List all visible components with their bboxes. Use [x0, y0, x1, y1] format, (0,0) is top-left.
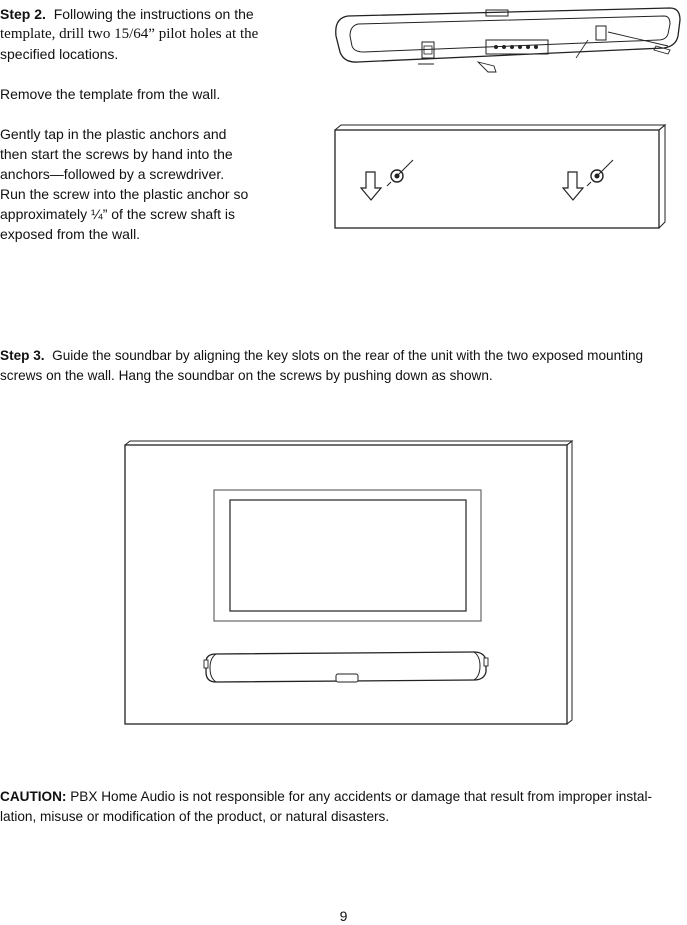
anchor-line-5: approximately ¼” of the screw shaft is	[0, 206, 235, 222]
step2-label: Step 2.	[0, 6, 46, 22]
step2-anchor-instructions	[0, 124, 320, 244]
step3-instructions	[0, 346, 687, 386]
anchor-line-4: Run the screw into the plastic anchor so	[0, 186, 249, 202]
page-number: 9	[339, 908, 348, 924]
step2-line2: template, drill two 15/64” pilot holes at the	[0, 26, 259, 42]
step2-remove-template: Remove the template from the wall.	[0, 86, 221, 102]
caution-line1	[0, 787, 687, 807]
step3-label: Step 3.	[0, 348, 45, 363]
step3-line2: screws on the wall. Hang the soundbar on the screws by pushing down as shown.	[0, 368, 493, 383]
step2-line1	[0, 4, 320, 24]
wall-anchors-illustration	[333, 124, 669, 232]
step3-text1: Guide the soundbar by aligning the key slots on the rear of the unit with the two exposed mounting	[52, 348, 644, 363]
step2-instructions	[0, 4, 320, 64]
step2-line3: specified locations.	[0, 46, 119, 62]
step2-text1: Following the instructions on the	[53, 6, 254, 22]
caution-line2: lation, misuse or modification of the product, or natural disasters.	[0, 809, 390, 824]
soundbar-rear-illustration	[318, 2, 686, 74]
anchor-line-3: anchors—followed by a screwdriver.	[0, 166, 225, 182]
tv-screen	[230, 500, 466, 611]
step3-line1	[0, 346, 687, 366]
wall-tv-soundbar-illustration	[124, 440, 574, 726]
anchor-line-1: Gently tap in the plastic anchors and	[0, 126, 227, 142]
caution-text1: PBX Home Audio is not responsible for any accidents or damage that result from improper instal-	[70, 789, 653, 804]
anchor-line-2: then start the screws by hand into the	[0, 146, 233, 162]
anchor-line-6: exposed from the wall.	[0, 226, 141, 242]
caution-label: CAUTION:	[0, 789, 67, 804]
caution-notice	[0, 787, 687, 827]
